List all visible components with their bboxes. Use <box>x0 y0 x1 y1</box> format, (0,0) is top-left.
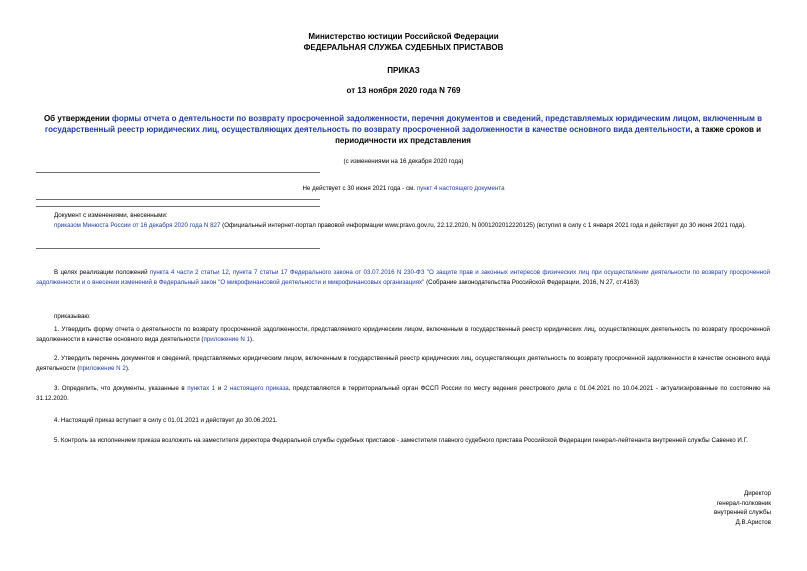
signer-name: Д.В.Аристов <box>735 518 771 526</box>
appendix-1-link[interactable]: приложение N 1 <box>203 336 251 343</box>
ministry-heading: Министерство юстиции Российской Федерации <box>308 32 499 41</box>
item-1-ref-link[interactable]: пунктах 1 <box>187 385 216 392</box>
amendment-order-link[interactable]: приказом Минюста России от 16 декабря 2020 года N 827 <box>54 222 221 229</box>
signer-rank: генерал-полковник <box>716 499 771 507</box>
item-2 <box>36 354 770 374</box>
preamble-text: В целях реализации положений <box>54 269 150 276</box>
law-link-2[interactable]: пункта 7 статьи 17 Федерального закона от 03.07.2016 N 230-ФЗ "О защите прав и законных интересов физических лиц при осуществлении деятельности по возврату просроченной задолженности и о внесении изменений в Федеральный закон "О микрофинансовой деятельности и микрофинансовых организациях" <box>36 269 770 286</box>
item-4: 4. Настоящий приказ вступает в силу с 01.01.2021 и действует до 30.06.2021. <box>54 417 278 424</box>
signer-position: Директор <box>744 490 771 497</box>
law-link-1[interactable]: пункта 4 части 2 статьи 12 <box>149 269 229 276</box>
signer-service: внутренней службы <box>713 509 771 516</box>
item-1 <box>36 325 770 345</box>
item-3-text: 3. Определить, что документы, указанные в <box>54 385 188 392</box>
item-3-mid: и <box>215 385 224 392</box>
divider <box>36 199 320 200</box>
divider <box>36 248 320 249</box>
doc-type: ПРИКАЗ <box>387 66 420 75</box>
amendments-text <box>36 221 770 231</box>
item-1-end: ). <box>250 336 254 343</box>
item-2-text: 2. Утвердить перечень документов и сведений, представляемых юридическим лицом, включенным в государственный реестр юридических лиц, осуществляющих деятельность по возврату просроченной задолженности в качестве основного вида деятельности ( <box>36 355 770 372</box>
item-3 <box>36 384 770 404</box>
divider <box>36 172 320 173</box>
title-prefix: Об утверждении <box>43 114 112 123</box>
signature-block <box>571 489 771 527</box>
document-title <box>36 113 770 146</box>
amended-note: (с изменениями на 16 декабря 2020 года) <box>343 158 464 165</box>
status-link[interactable]: пункт 4 настоящего документа <box>416 185 505 192</box>
title-suffix: , а также сроков и периодичности их представления <box>335 125 762 145</box>
appendix-2-link[interactable]: приложение N 2 <box>79 365 126 372</box>
preamble-source: (Собрание законодательства Российской Федерации, 2016, N 27, ст.4163) <box>424 279 639 286</box>
preamble-sep: , <box>228 269 233 276</box>
item-5: 5. Контроль за исполнением приказа возложить на заместителя директора Федеральной службы судебных приставов - заместителя главного судебного пристава Российской Федерации генерал-лейтенанта внутренней службы Савенко И.Г. <box>54 437 748 444</box>
preamble <box>36 268 770 288</box>
status-line <box>0 184 807 193</box>
service-heading: ФЕДЕРАЛЬНАЯ СЛУЖБА СУДЕБНЫХ ПРИСТАВОВ <box>303 43 504 52</box>
item-2-ref-link[interactable]: 2 настоящего приказа <box>223 385 289 392</box>
order-word: приказываю: <box>54 313 91 320</box>
item-1-text: 1. Утвердить форму отчета о деятельности по возврату просроченной задолженности, представляемого юридическим лицом, включенным в государственный реестр юридических лиц, осуществляющих деятельность по возврату просроченной задолженности в качестве основного вида деятельности ( <box>36 326 770 343</box>
status-text: Не действует с 30 июня 2021 года - см. <box>302 185 417 192</box>
amendments-intro: Документ с изменениями, внесенными: <box>54 212 168 219</box>
item-3-end: , представляются в территориальный орган ФССП России по месту ведения реестрового дела с 01.04.2021 по 10.04.2021 - актуализированные по состоянию на 31.12.2020. <box>36 385 770 402</box>
amendment-details: (Официальный интернет-портал правовой информации www.pravo.gov.ru, 22.12.2020, N 0001202012220125) (вступил в силу с 1 января 2021 года и действует до 30 июня 2021 года). <box>220 222 746 229</box>
divider <box>36 206 320 207</box>
title-form-link[interactable]: формы отчета о деятельности по возврату просроченной задолженности, перечня документов и сведений, представляемых юридическим лицом, включенным в государственный реестр юридических лиц, осуществляющих деятельность по возврату просроченной задолженности в качестве основного вида деятельности <box>44 114 763 134</box>
doc-date: от 13 ноября 2020 года N 769 <box>346 86 461 95</box>
item-2-end: ). <box>125 365 130 372</box>
